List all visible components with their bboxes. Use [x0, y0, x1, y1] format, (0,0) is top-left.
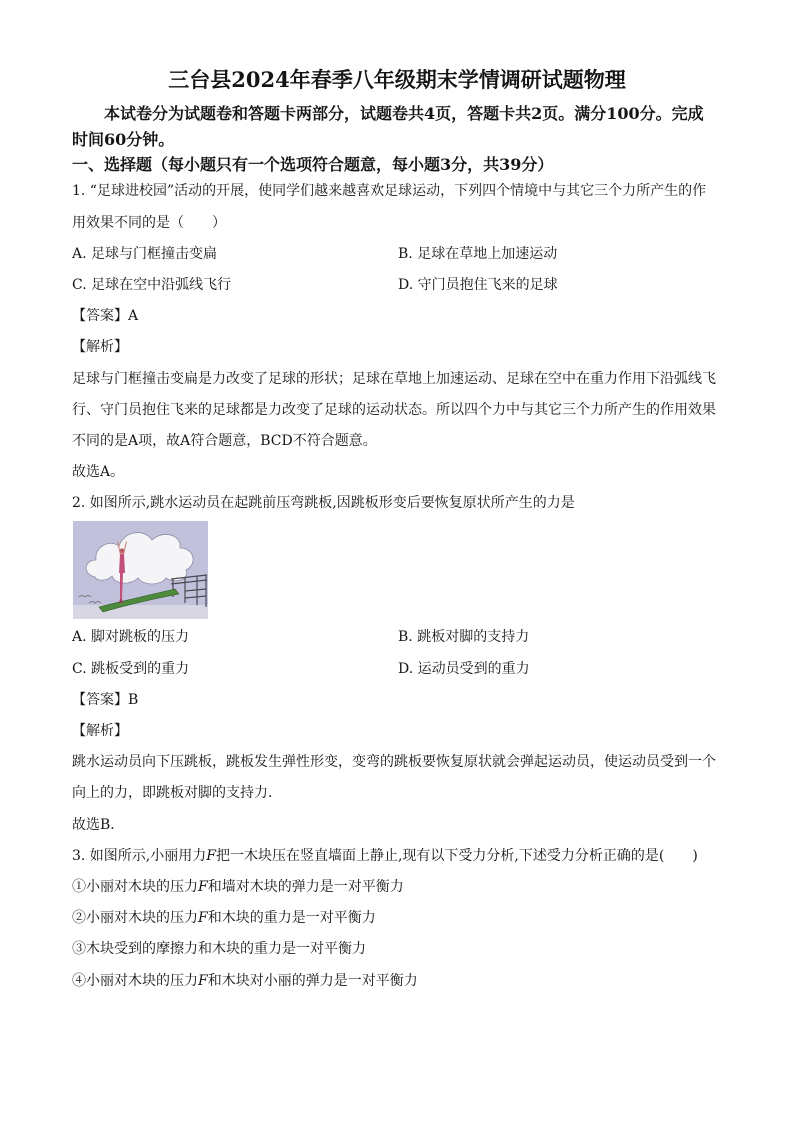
- statement-4: [72, 966, 752, 997]
- option-b: B. 足球在草地上加速运动: [398, 245, 558, 262]
- question-stem-line: 用效果不同的是（ ）: [72, 214, 226, 231]
- question-3: [72, 841, 752, 997]
- options-row: [72, 622, 752, 653]
- answer-label: 【答案】B: [72, 691, 139, 708]
- statement-text: ①小丽对木块的压力: [72, 878, 198, 895]
- option-a: A. 脚对跳板的压力: [72, 629, 190, 646]
- question-2: [72, 488, 752, 841]
- analysis-line: 足球与门框撞击变扁是力改变了足球的形状；足球在草地上加速运动、足球在空中在重力作用下沿弧线飞: [72, 370, 716, 387]
- instructions-line-2: 时间60分钟。: [72, 129, 175, 149]
- statement-text: 和墙对木块的弹力是一对平衡力: [207, 878, 404, 895]
- option-b: B. 跳板对脚的支持力: [398, 629, 530, 646]
- exam-instructions: [72, 101, 752, 178]
- section-heading: 一、选择题（每小题只有一个选项符合题意，每小题3分，共39分）: [72, 155, 554, 174]
- analysis-line: 向上的力，即跳板对脚的支持力．: [72, 785, 282, 802]
- statement-1: [72, 872, 752, 903]
- analysis-line: 跳水运动员向下压跳板，跳板发生弹性形变，变弯的跳板要恢复原状就会弹起运动员，使运动员受到一个: [72, 754, 716, 771]
- analysis-line: 不同的是A项，故A符合题意，BCD不符合题意。: [72, 432, 377, 449]
- statement-text: ②小丽对木块的压力: [72, 910, 198, 927]
- option-d: D. 运动员受到的重力: [398, 660, 530, 677]
- force-variable: F: [198, 878, 208, 895]
- question-1: [72, 176, 752, 488]
- statement-2: [72, 903, 752, 934]
- analysis-line: 行、守门员抱住飞来的足球都是力改变了足球的运动状态。所以四个力中与其它三个力所产生的作用效果: [72, 401, 716, 418]
- exam-title: 三台县2024年春季八年级期末学情调研试题物理: [168, 67, 626, 92]
- option-c: C. 跳板受到的重力: [72, 660, 190, 677]
- option-d: D. 守门员抱住飞来的足球: [398, 276, 558, 293]
- water-surface: [73, 605, 208, 619]
- question-list: [72, 176, 752, 996]
- instructions-line-1: 本试卷分为试题卷和答题卡两部分，试题卷共4页，答题卡共2页。满分100分。完成: [104, 104, 704, 123]
- question-stem-line: 1. “足球进校园”活动的开展，使同学们越来越喜欢足球运动，下列四个情境中与其它三个力所产生的作: [72, 183, 707, 200]
- statement-text: 和木块的重力是一对平衡力: [207, 910, 376, 927]
- force-variable: F: [198, 972, 208, 989]
- statement-text: ④小丽对木块的压力: [72, 972, 198, 989]
- force-variable: F: [198, 910, 208, 927]
- analysis-label: 【解析】: [72, 339, 128, 356]
- stem-text: 3. 如图所示,小丽用力: [72, 847, 207, 864]
- question-stem-line: 2. 如图所示,跳水运动员在起跳前压弯跳板,因跳板形变后要恢复原状所产生的力是: [72, 495, 575, 512]
- conclusion: 故选A。: [72, 464, 125, 481]
- option-c: C. 足球在空中沿弧线飞行: [72, 276, 232, 293]
- analysis-label: 【解析】: [72, 723, 128, 740]
- force-variable: F: [206, 847, 216, 864]
- answer-label: 【答案】A: [72, 308, 139, 325]
- conclusion: 故选B．: [72, 816, 125, 833]
- diving-illustration: [73, 521, 208, 619]
- statement-3: ③木块受到的摩擦力和木块的重力是一对平衡力: [72, 941, 366, 958]
- option-a: A. 足球与门框撞击变扁: [72, 245, 218, 262]
- options-row: [72, 239, 752, 270]
- options-row: [72, 270, 752, 301]
- stem-text: 把一木块压在竖直墙面上静止,现有以下受力分析,下述受力分析正确的是( ): [215, 847, 698, 864]
- question-stem-line: [72, 841, 752, 872]
- statement-text: 和木块对小丽的弹力是一对平衡力: [207, 972, 418, 989]
- options-row: [72, 654, 752, 685]
